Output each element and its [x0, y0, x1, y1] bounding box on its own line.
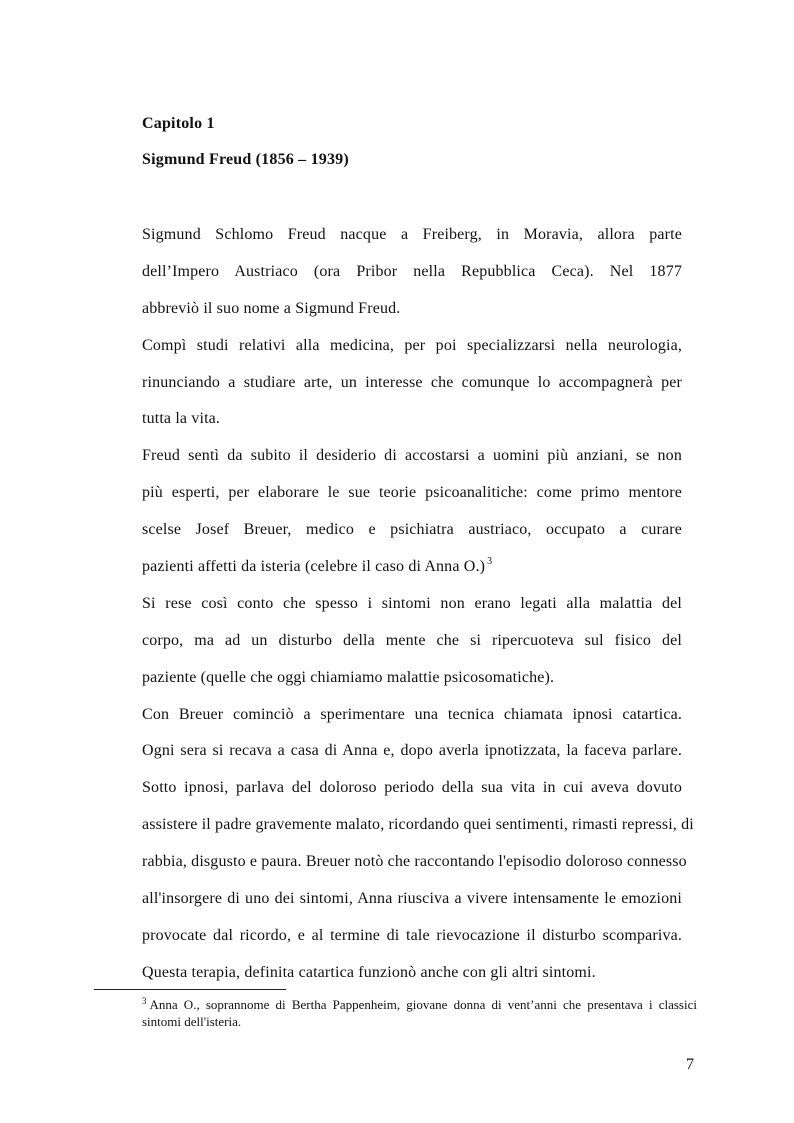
- body-line: all'insorgere di uno dei sintomi, Anna riusciva a vivere intensamente le emozioni: [142, 890, 682, 908]
- body-line-with-footnote: [142, 556, 682, 593]
- body-line: Si rese così conto che spesso i sintomi non erano legati alla malattia del: [142, 594, 682, 612]
- body-line: rabbia, disgusto e paura. Breuer notò che raccontando l'episodio doloroso connesso: [142, 853, 687, 871]
- body-line: corpo, ma ad un disturbo della mente che si ripercuoteva sul fisico del: [142, 631, 682, 649]
- body-line: Compì studi relativi alla medicina, per poi specializzarsi nella neurologia,: [142, 336, 682, 354]
- body-line: Questa terapia, definita catartica funzionò anche con gli altri sintomi.: [142, 963, 596, 981]
- body-line: rinunciando a studiare arte, un interesse che comunque lo accompagnerà per: [142, 373, 682, 391]
- body-line: assistere il padre gravemente malato, ricordando quei sentimenti, rimasti repressi, di: [142, 816, 694, 834]
- body-line-text: pazienti affetti da isteria (celebre il caso di Anna O.): [142, 558, 486, 576]
- body-line: abbreviò il suo nome a Sigmund Freud.: [142, 299, 401, 317]
- body-line: tutta la vita.: [142, 410, 221, 428]
- footnote-number: 3: [142, 996, 147, 1006]
- body-line: Con Breuer cominciò a sperimentare una tecnica chiamata ipnosi catartica.: [142, 705, 682, 723]
- page-number: 7: [686, 1056, 694, 1073]
- body-line: Freud sentì da subito il desiderio di accostarsi a uomini più anziani, se non: [142, 447, 682, 465]
- footnote-reference[interactable]: 3: [487, 556, 493, 568]
- body-line: scelse Josef Breuer, medico e psichiatra austriaco, occupato a curare: [142, 521, 682, 539]
- footnote-separator: [94, 989, 286, 990]
- body-line: Sotto ipnosi, parlava del doloroso periodo della sua vita in cui aveva dovuto: [142, 779, 682, 797]
- body-line: dell’Impero Austriaco (ora Pribor nella Repubblica Ceca). Nel 1877: [142, 262, 682, 280]
- chapter-title: Sigmund Freud (1856 – 1939): [142, 151, 349, 168]
- body-line: Sigmund Schlomo Freud nacque a Freiberg, in Moravia, allora parte: [142, 226, 682, 243]
- body-line: più esperti, per elaborare le sue teorie psicoanalitiche: come primo mentore: [142, 484, 682, 502]
- body-line: provocate dal ricordo, e al termine di tale rievocazione il disturbo scompariva.: [142, 926, 682, 944]
- body-text: [142, 224, 694, 999]
- body-line: paziente (quelle che oggi chiamiamo malattie psicosomatiche).: [142, 668, 555, 686]
- footnote-text: Anna O., soprannome di Bertha Pappenheim, giovane donna di vent’anni che presentava i classici: [149, 997, 697, 1012]
- body-line: Ogni sera si recava a casa di Anna e, dopo averla ipnotizzata, la faceva parlare.: [142, 742, 682, 760]
- footnote: [142, 996, 697, 1030]
- chapter-label: Capitolo 1: [142, 115, 215, 132]
- footnote-line: sintomi dell'isteria.: [142, 1014, 242, 1029]
- footnote-line: [142, 996, 697, 1013]
